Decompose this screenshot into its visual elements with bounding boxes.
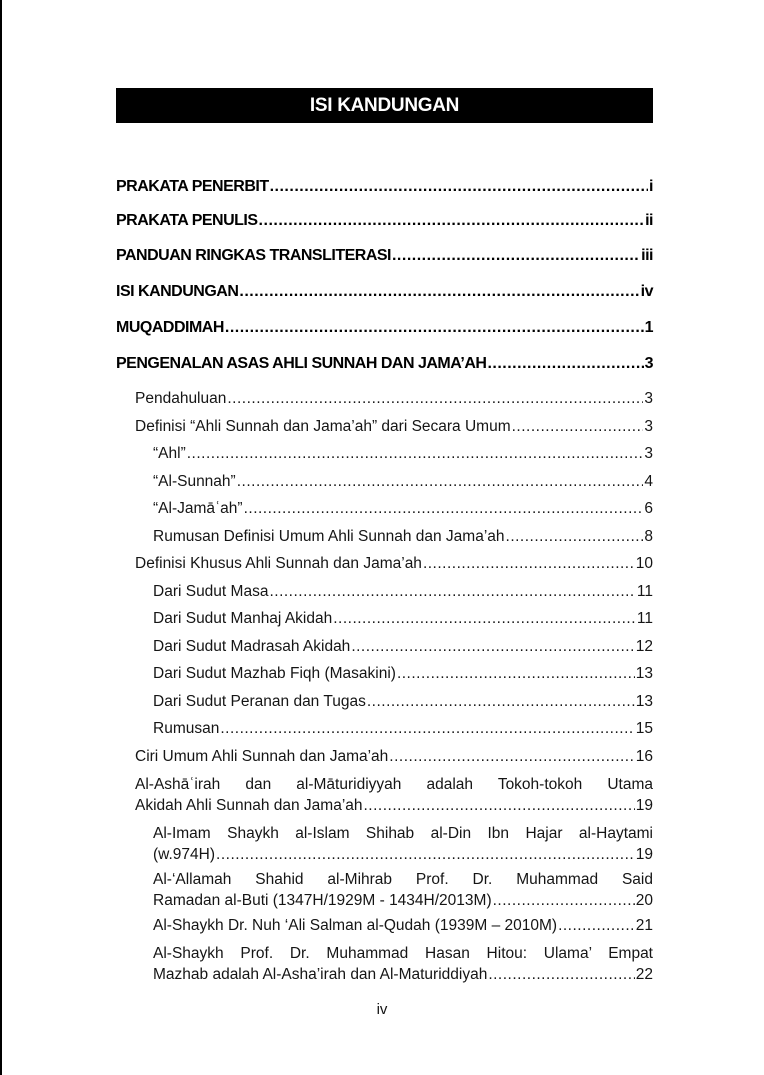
dot-leader bbox=[488, 964, 634, 985]
dot-leader bbox=[487, 355, 643, 373]
dot-leader bbox=[367, 693, 635, 711]
toc-entry-label: Pendahuluan bbox=[135, 390, 227, 407]
dot-leader bbox=[397, 665, 635, 683]
dot-leader bbox=[227, 390, 643, 408]
dot-leader bbox=[423, 555, 635, 573]
toc-entry-label-line2: (w.974H) bbox=[153, 846, 216, 863]
toc-entry-page: 15 bbox=[635, 720, 653, 737]
toc-entry-label-line2: Mazhab adalah Al-Asha’irah dan Al-Maturiddiyah bbox=[153, 966, 488, 983]
toc-entry-page: ii bbox=[645, 212, 653, 229]
dot-leader bbox=[237, 473, 644, 491]
toc-entry-pendahuluan[interactable] bbox=[135, 390, 653, 408]
dot-leader bbox=[259, 212, 645, 230]
toc-entry-last-line bbox=[153, 890, 653, 911]
toc-entry-page: 13 bbox=[635, 665, 653, 682]
dot-leader bbox=[187, 445, 644, 463]
toc-entry-page: 16 bbox=[635, 748, 653, 765]
page-edge-rule bbox=[0, 0, 2, 1075]
toc-entry-last-line bbox=[153, 844, 653, 865]
toc-entry-page: 21 bbox=[635, 917, 653, 934]
toc-entry-nuh-ali-salman[interactable] bbox=[153, 917, 653, 935]
toc-entry-label: Dari Sudut Manhaj Akidah bbox=[153, 610, 333, 627]
toc-entry-panduan-transliterasi[interactable] bbox=[116, 247, 653, 265]
dot-leader bbox=[389, 748, 634, 766]
toc-entry-page: 10 bbox=[635, 555, 653, 572]
toc-entry-asha-irah-maturidiyyah[interactable] bbox=[135, 774, 653, 816]
toc-entry-label: Definisi “Ahli Sunnah dan Jama’ah” dari Secara Umum bbox=[135, 418, 511, 435]
toc-entry-page: 13 bbox=[635, 693, 653, 710]
toc-entry-label-line1: Al-‘Allamah Shahid al-Mihrab Prof. Dr. Muhammad Said bbox=[153, 871, 653, 888]
toc-entry-label: Dari Sudut Mazhab Fiqh (Masakini) bbox=[153, 665, 396, 682]
toc-entry-page: 8 bbox=[644, 528, 653, 545]
toc-entry-page: 3 bbox=[644, 445, 653, 462]
toc-entry-page: 3 bbox=[644, 355, 653, 372]
toc-entry-label: PRAKATA PENERBIT bbox=[116, 178, 269, 195]
toc-entry-pengenalan-asas[interactable] bbox=[116, 355, 653, 373]
toc-entry-label: Dari Sudut Madrasah Akidah bbox=[153, 638, 351, 655]
toc-entry-page: 20 bbox=[635, 892, 653, 909]
toc-entry-rumusan-definisi-umum[interactable] bbox=[153, 528, 653, 546]
toc-entry-label-line1: Al-Ashāʿirah dan al-Māturidiyyah adalah Tokoh-tokoh Utama bbox=[135, 776, 653, 793]
page-number-footer: iv bbox=[376, 1001, 388, 1018]
toc-entry-label: Rumusan Definisi Umum Ahli Sunnah dan Jama’ah bbox=[153, 528, 505, 545]
toc-entry-label: “Al-Jamāʿah” bbox=[153, 500, 243, 517]
toc-entry-label-line1: Al-Shaykh Prof. Dr. Muhammad Hasan Hitou: Ulama’ Empat bbox=[153, 945, 653, 962]
toc-entry-page: iii bbox=[641, 247, 653, 264]
toc-entry-label: Al-Shaykh Dr. Nuh ‘Ali Salman al-Qudah (1939M – 2010M) bbox=[153, 917, 558, 934]
toc-entry-sudut-mazhab-fiqh[interactable] bbox=[153, 665, 653, 683]
dot-leader bbox=[392, 247, 640, 265]
toc-entry-page: i bbox=[649, 178, 653, 195]
toc-entry-ibn-hajar-al-haytami[interactable] bbox=[153, 823, 653, 865]
toc-entry-muqaddimah[interactable] bbox=[116, 319, 653, 337]
toc-entry-page: 11 bbox=[636, 610, 653, 627]
dot-leader bbox=[351, 638, 634, 656]
toc-entry-isi-kandungan[interactable] bbox=[116, 283, 653, 301]
toc-entry-page: iv bbox=[640, 283, 653, 300]
toc-entry-rumusan[interactable] bbox=[153, 720, 653, 738]
toc-entry-page: 1 bbox=[644, 319, 653, 336]
dot-leader bbox=[493, 890, 635, 911]
dot-leader bbox=[216, 844, 635, 865]
toc-entry-label: “Ahl” bbox=[153, 445, 186, 462]
toc-entry-label: PANDUAN RINGKAS TRANSLITERASI bbox=[116, 247, 391, 264]
dot-leader bbox=[333, 610, 636, 628]
toc-entry-page: 19 bbox=[635, 846, 653, 863]
toc-entry-page: 3 bbox=[644, 418, 653, 435]
dot-leader bbox=[364, 795, 635, 816]
toc-entry-page: 11 bbox=[636, 583, 653, 600]
toc-entry-last-line bbox=[153, 964, 653, 985]
toc-page bbox=[116, 88, 653, 983]
toc-entry-label: PRAKATA PENULIS bbox=[116, 212, 258, 229]
toc-entry-al-sunnah[interactable] bbox=[153, 473, 653, 491]
toc-entry-definisi-umum[interactable] bbox=[135, 418, 653, 436]
toc-entry-last-line bbox=[135, 795, 653, 816]
dot-leader bbox=[244, 500, 644, 518]
toc-entry-page: 22 bbox=[635, 966, 653, 983]
toc-entry-definisi-khusus[interactable] bbox=[135, 555, 653, 573]
toc-entry-al-jamaah[interactable] bbox=[153, 500, 653, 518]
toc-entry-page: 12 bbox=[635, 638, 653, 655]
toc-entry-page: 3 bbox=[644, 390, 653, 407]
toc-entry-label: PENGENALAN ASAS AHLI SUNNAH DAN JAMA’AH bbox=[116, 355, 487, 372]
toc-entry-label: Dari Sudut Peranan dan Tugas bbox=[153, 693, 366, 710]
toc-entry-sudut-manhaj-akidah[interactable] bbox=[153, 610, 653, 628]
toc-entry-label: Definisi Khusus Ahli Sunnah dan Jama’ah bbox=[135, 555, 422, 572]
dot-leader bbox=[225, 319, 644, 337]
toc-entry-label-line2: Akidah Ahli Sunnah dan Jama’ah bbox=[135, 797, 363, 814]
dot-leader bbox=[506, 528, 644, 546]
toc-entry-page: 19 bbox=[635, 797, 653, 814]
toc-entry-sudut-madrasah-akidah[interactable] bbox=[153, 638, 653, 656]
toc-entry-label: Ciri Umum Ahli Sunnah dan Jama’ah bbox=[135, 748, 389, 765]
dot-leader bbox=[512, 418, 644, 436]
toc-entry-label: Rumusan bbox=[153, 720, 220, 737]
toc-entry-sudut-masa[interactable] bbox=[153, 583, 653, 601]
toc-entry-page: 4 bbox=[644, 473, 653, 490]
toc-entry-label: Dari Sudut Masa bbox=[153, 583, 269, 600]
toc-entry-label-line2: Ramadan al-Buti (1347H/1929M - 1434H/2013M) bbox=[153, 892, 492, 909]
toc-entry-prakata-penulis[interactable] bbox=[116, 212, 653, 230]
toc-entry-al-buti[interactable] bbox=[153, 869, 653, 911]
toc-entry-label-line1: Al-Imam Shaykh al-Islam Shihab al-Din Ibn Hajar al-Haytami bbox=[153, 825, 653, 842]
toc-entry-label: “Al-Sunnah” bbox=[153, 473, 236, 490]
toc-entry-sudut-peranan-tugas[interactable] bbox=[153, 693, 653, 711]
toc-entry-label: MUQADDIMAH bbox=[116, 319, 224, 336]
toc-entry-hasan-hitou[interactable] bbox=[153, 943, 653, 985]
toc-entry-label: ISI KANDUNGAN bbox=[116, 283, 239, 300]
toc-title: ISI KANDUNGAN bbox=[309, 94, 460, 116]
dot-leader bbox=[270, 178, 648, 196]
toc-entry-page: 6 bbox=[644, 500, 653, 517]
toc-entry-prakata-penerbit[interactable] bbox=[116, 178, 653, 196]
toc-title-bar bbox=[116, 88, 653, 123]
toc-entry-ciri-umum[interactable] bbox=[135, 748, 653, 766]
toc-entry-ahl[interactable] bbox=[153, 445, 653, 463]
dot-leader bbox=[239, 283, 639, 301]
dot-leader bbox=[558, 917, 635, 935]
dot-leader bbox=[269, 583, 635, 601]
dot-leader bbox=[220, 720, 634, 738]
